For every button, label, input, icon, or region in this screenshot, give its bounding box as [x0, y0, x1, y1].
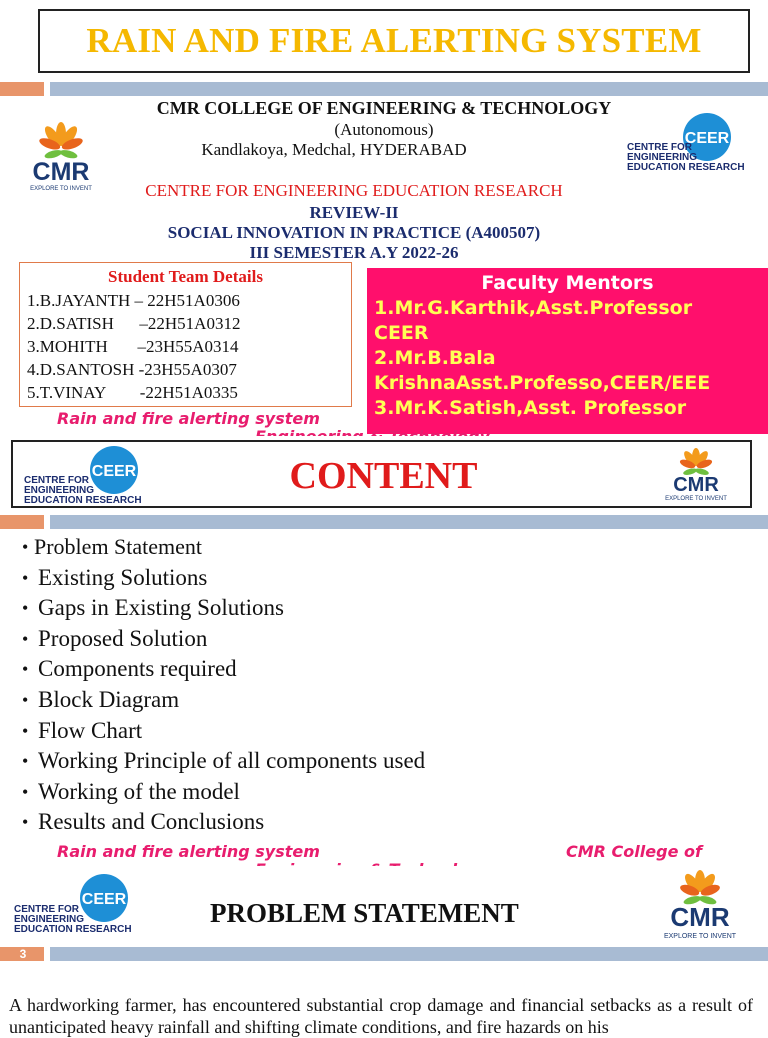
header-bar-accent [0, 82, 44, 96]
content-list [22, 533, 425, 838]
list-item: • Components required [22, 656, 237, 682]
list-item: • Block Diagram [22, 686, 180, 712]
course-name: SOCIAL INNOVATION IN PRACTICE (A400507) [167, 223, 541, 242]
svg-text:CMR: CMR [32, 158, 90, 186]
title-frame [38, 9, 750, 73]
list-item: • Working of the model [22, 778, 240, 804]
faculty-mentors-box [367, 268, 768, 434]
list-item: • Proposed Solution [22, 625, 208, 651]
page-number: 3 [12, 947, 34, 961]
college-address: Kandlakoya, Medchal, HYDERABAD [201, 140, 467, 159]
svg-text:ENGINEERING: ENGINEERING [627, 152, 698, 163]
svg-text:CENTRE FOR: CENTRE FOR [627, 142, 692, 153]
svg-text:EXPLORE TO INVENT: EXPLORE TO INVENT [665, 496, 727, 502]
list-item: • Results and Conclusions [22, 809, 265, 835]
content-header-frame [11, 440, 752, 508]
mentor-line: 2.Mr.B.Bala [374, 347, 496, 369]
mentors-heading: Faculty Mentors [481, 272, 654, 294]
list-item: • Problem Statement [22, 534, 203, 559]
header-bar [50, 515, 768, 529]
header-bar [50, 82, 768, 96]
svg-text:EDUCATION RESEARCH: EDUCATION RESEARCH [14, 924, 132, 935]
footer-project-name: Rain and fire alerting system [57, 409, 320, 428]
footer-project-name: Rain and fire alerting system [57, 842, 320, 861]
content-title: CONTENT [289, 455, 478, 497]
svg-text:ENGINEERING: ENGINEERING [24, 485, 95, 496]
list-item: • Working Principle of all components used [22, 748, 426, 774]
ceer-logo [12, 874, 132, 936]
list-item: • Existing Solutions [22, 564, 208, 590]
svg-text:EDUCATION RESEARCH: EDUCATION RESEARCH [24, 495, 142, 506]
list-item: • Gaps in Existing Solutions [22, 595, 284, 621]
mentor-line: KrishnaAsst.Professo,CEER/EEE [374, 372, 711, 394]
list-item: • Flow Chart [22, 717, 143, 743]
review-label: REVIEW-II [309, 203, 399, 222]
footer-college-name: CMR College of [566, 842, 702, 861]
cmr-logo [650, 445, 742, 505]
header-bar-accent [0, 515, 44, 529]
centre-name: CENTRE FOR ENGINEERING EDUCATION RESEARCH [145, 181, 563, 200]
team-member: 3.MOHITH –23H55A0314 [27, 337, 239, 356]
mentor-line: 3.Mr.K.Satish,Asst. Professor [374, 397, 687, 419]
semester-label: III SEMESTER A.Y 2022-26 [249, 243, 459, 262]
svg-text:CMR: CMR [670, 902, 730, 932]
header-bar [50, 947, 768, 961]
student-team-box [19, 262, 352, 407]
problem-statement-body: A hardworking farmer, has encountered substantial crop damage and financial setbacks as a result of unanticipated heavy rainfall and shifting climate conditions, and fire hazards on his [9, 995, 753, 1037]
autonomous-label: (Autonomous) [334, 120, 434, 139]
svg-text:CEER: CEER [81, 891, 127, 908]
svg-text:CENTRE FOR: CENTRE FOR [14, 904, 79, 915]
team-heading: Student Team Details [108, 267, 263, 286]
slide-title [0, 0, 768, 434]
problem-statement-title: PROBLEM STATEMENT [210, 898, 519, 928]
team-member: 2.D.SATISH –22H51A0312 [27, 314, 241, 333]
svg-text:CENTRE FOR: CENTRE FOR [24, 475, 89, 486]
svg-text:CEER: CEER [91, 463, 137, 480]
team-member: 4.D.SANTOSH -23H55A0307 [27, 360, 237, 379]
slide-title-text: RAIN AND FIRE ALERTING SYSTEM [86, 21, 702, 60]
mentor-line: CEER [374, 322, 429, 344]
svg-text:ENGINEERING: ENGINEERING [14, 914, 85, 925]
slide-problem-statement [0, 866, 768, 1037]
college-name: CMR COLLEGE OF ENGINEERING & TECHNOLOGY [156, 98, 612, 118]
svg-text:CEER: CEER [684, 130, 730, 147]
team-member: 1.B.JAYANTH – 22H51A0306 [27, 291, 240, 310]
mentor-line: 1.Mr.G.Karthik,Asst.Professor [374, 297, 693, 319]
ceer-logo [22, 446, 142, 506]
svg-text:EDUCATION RESEARCH: EDUCATION RESEARCH [627, 162, 745, 173]
team-member: 5.T.VINAY -22H51A0335 [27, 383, 238, 402]
svg-text:CMR: CMR [673, 474, 719, 496]
svg-text:EXPLORE TO INVENT: EXPLORE TO INVENT [663, 933, 737, 940]
cmr-logo [650, 866, 750, 944]
svg-text:EXPLORE TO INVENT: EXPLORE TO INVENT [30, 186, 92, 192]
slide-content [0, 436, 768, 864]
